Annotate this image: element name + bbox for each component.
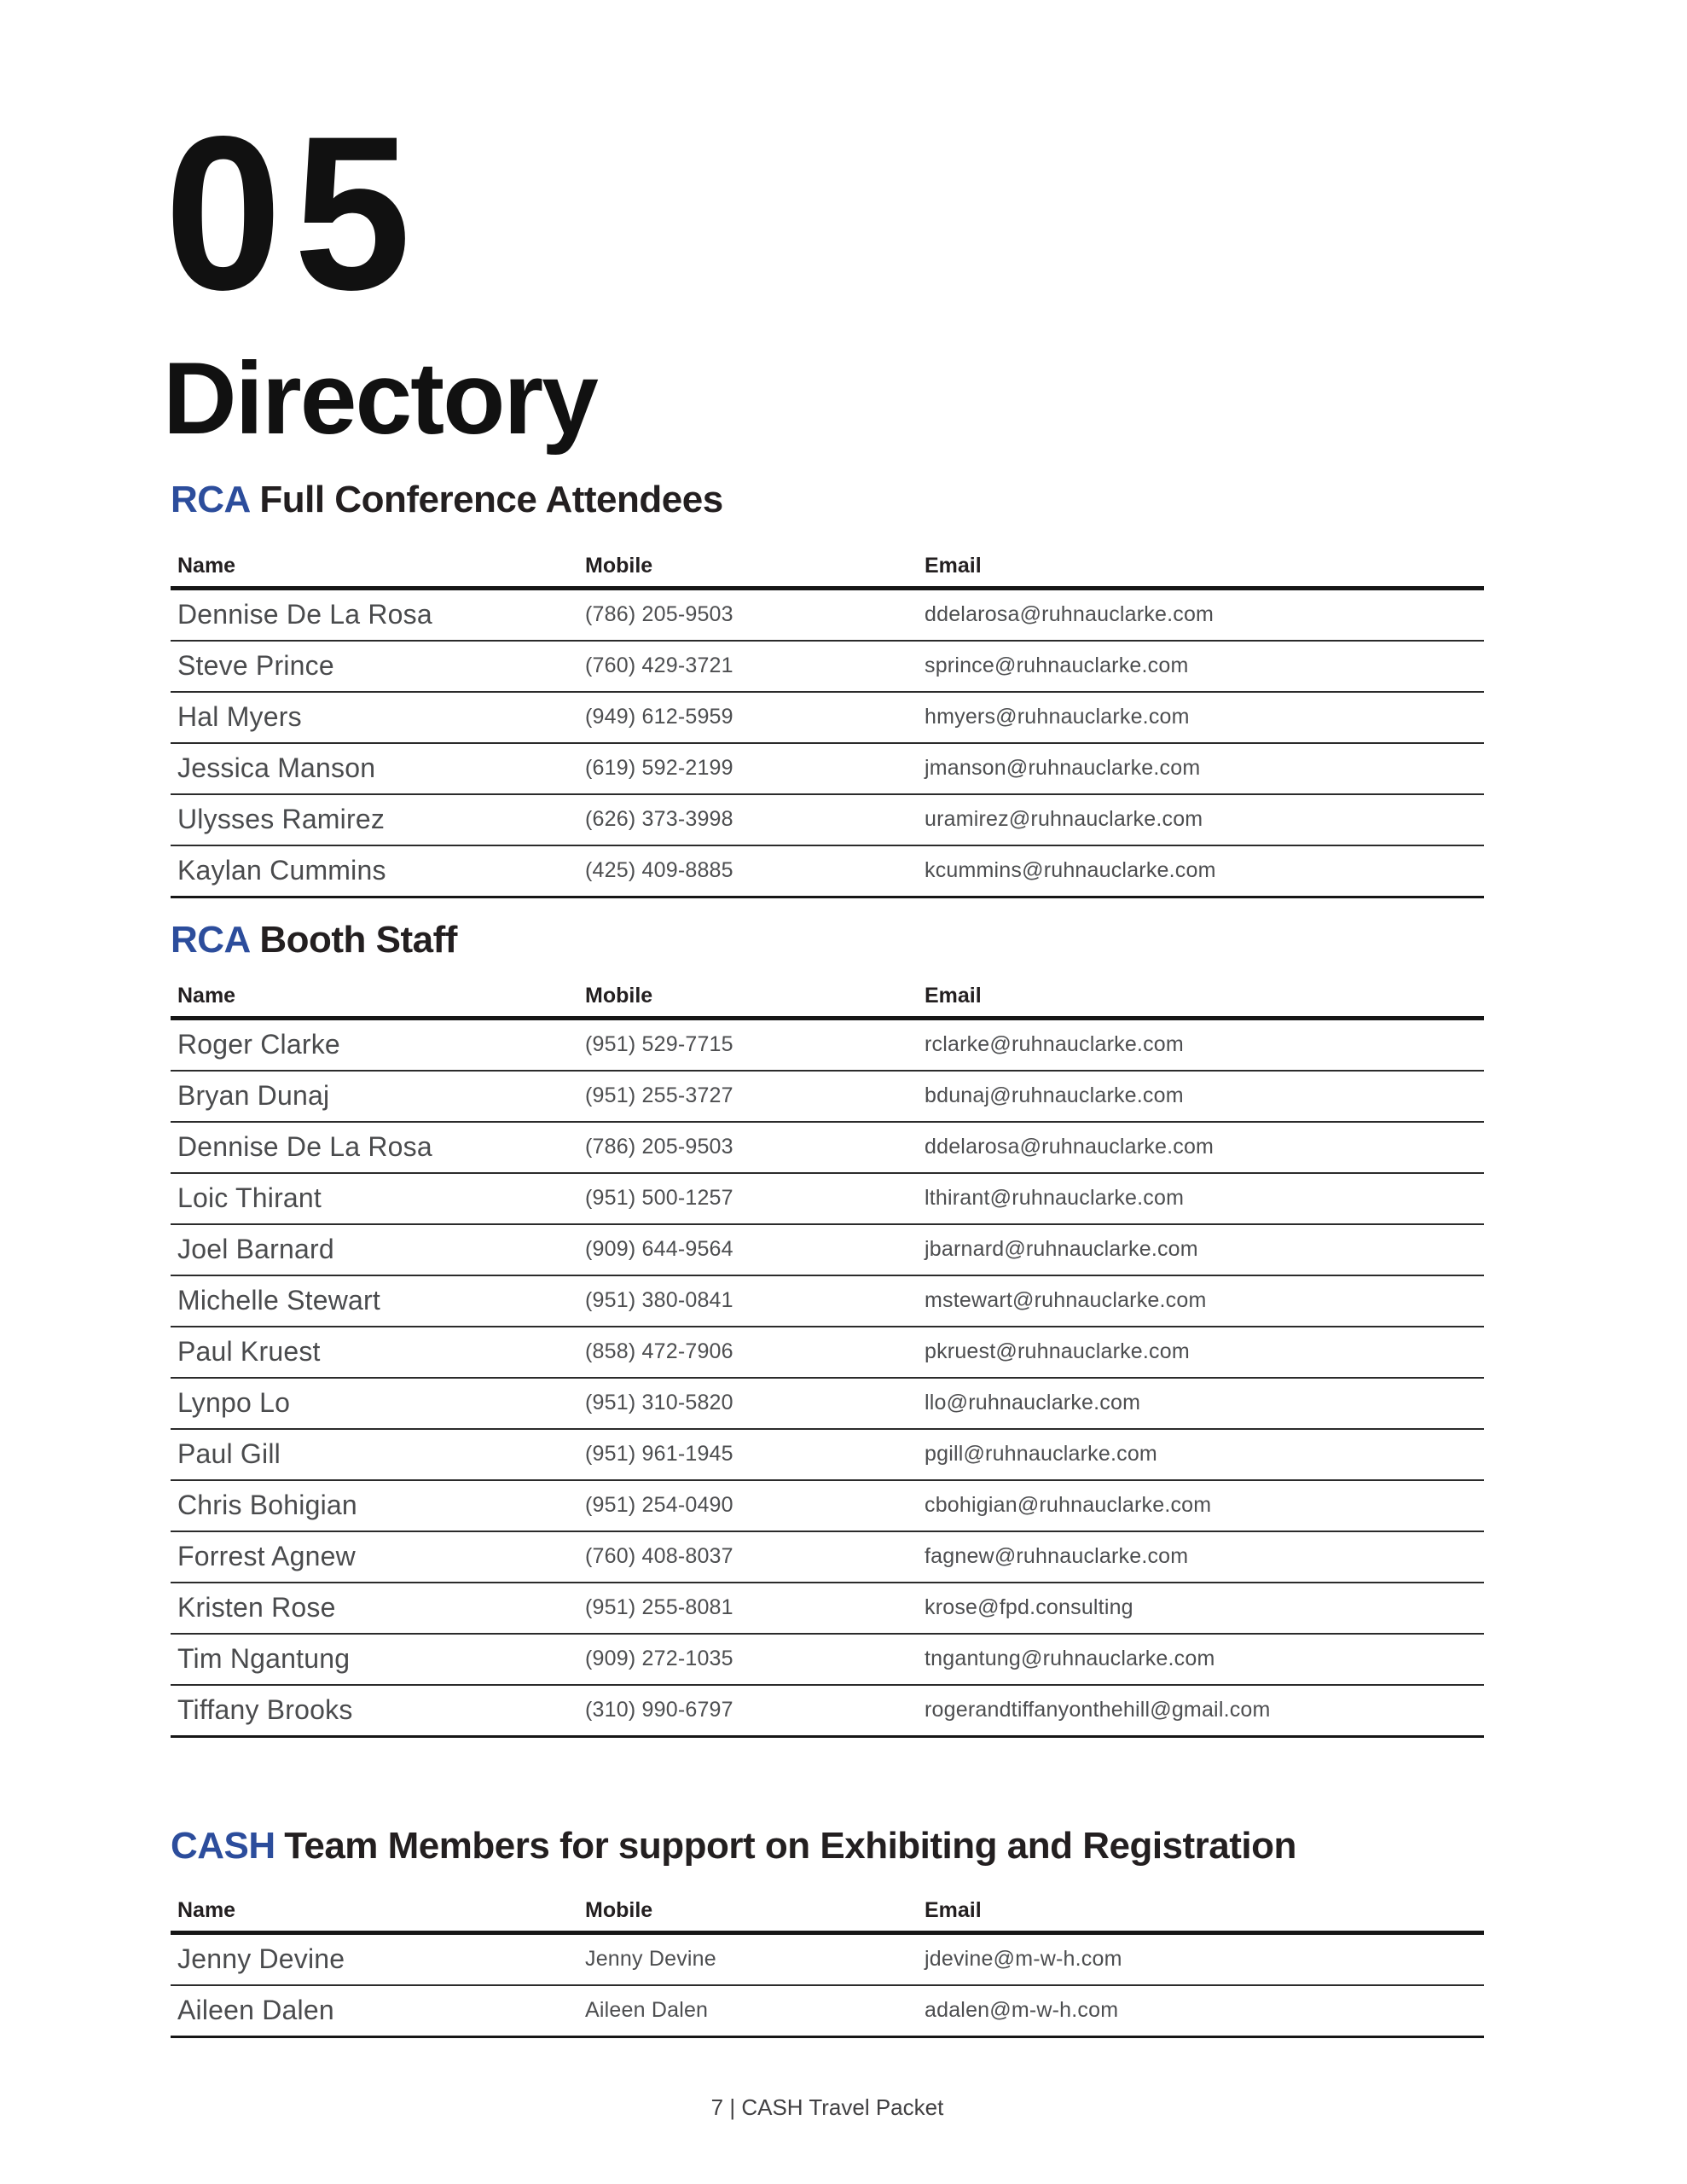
- section-title-text: Booth Staff: [259, 919, 457, 961]
- table-row: [171, 1532, 1484, 1583]
- section-title-text: Team Members for support on Exhibiting and Registration: [284, 1825, 1296, 1867]
- cell-email: jbarnard@ruhnauclarke.com: [925, 1237, 1198, 1262]
- column-header-email: Email: [925, 553, 982, 578]
- cell-mobile: (760) 408-8037: [585, 1544, 733, 1569]
- section-title-org: RCA: [171, 479, 251, 520]
- cell-email: krose@fpd.consulting: [925, 1595, 1133, 1620]
- table-row: [171, 1686, 1484, 1738]
- column-header-mobile: Mobile: [585, 553, 653, 578]
- cell-name: Steve Prince: [177, 650, 334, 682]
- column-header-email: Email: [925, 983, 982, 1008]
- table-row: [171, 693, 1484, 744]
- cell-name: Dennise De La Rosa: [177, 1131, 432, 1163]
- column-header-name: Name: [177, 1897, 236, 1922]
- table-body: [171, 1935, 1484, 2038]
- cell-mobile: (951) 255-3727: [585, 1083, 733, 1108]
- table-row: [171, 1935, 1484, 1986]
- cell-email: ddelarosa@ruhnauclarke.com: [925, 1135, 1215, 1159]
- cell-name: Dennise De La Rosa: [177, 599, 432, 630]
- table-row: [171, 1327, 1484, 1379]
- cell-name: Kristen Rose: [177, 1592, 336, 1623]
- section-full-conference-attendees: [171, 478, 1484, 898]
- cell-email: hmyers@ruhnauclarke.com: [925, 705, 1190, 729]
- cell-mobile: (951) 961-1945: [585, 1442, 733, 1467]
- cell-name: Paul Gill: [177, 1438, 281, 1470]
- table-row: [171, 1583, 1484, 1635]
- cash-team-table: [171, 1898, 1484, 2038]
- cell-email: rclarke@ruhnauclarke.com: [925, 1032, 1184, 1057]
- cell-mobile: (626) 373-3998: [585, 807, 733, 832]
- cell-mobile: (786) 205-9503: [585, 602, 733, 627]
- cell-email: cbohigian@ruhnauclarke.com: [925, 1493, 1212, 1518]
- cell-name: Tiffany Brooks: [177, 1694, 353, 1726]
- cell-email: jdevine@m-w-h.com: [925, 1947, 1122, 1972]
- cell-email: mstewart@ruhnauclarke.com: [925, 1288, 1207, 1313]
- cell-email: ddelarosa@ruhnauclarke.com: [925, 602, 1215, 627]
- section-title-org: RCA: [171, 919, 251, 961]
- page-footer: 7 | CASH Travel Packet: [710, 2094, 944, 2120]
- cell-mobile: (425) 409-8885: [585, 858, 733, 883]
- table-row: [171, 1174, 1484, 1225]
- column-header-mobile: Mobile: [585, 1897, 653, 1922]
- cell-email: llo@ruhnauclarke.com: [925, 1391, 1141, 1415]
- table-row: [171, 1481, 1484, 1532]
- table-row: [171, 744, 1484, 795]
- table-row: [171, 1635, 1484, 1686]
- cell-email: pkruest@ruhnauclarke.com: [925, 1339, 1190, 1364]
- table-row: [171, 1020, 1484, 1072]
- cell-mobile: (909) 644-9564: [585, 1237, 733, 1262]
- cell-name: Jenny Devine: [177, 1943, 345, 1975]
- table-row: [171, 795, 1484, 846]
- cell-name: Ulysses Ramirez: [177, 804, 386, 835]
- cell-name: Michelle Stewart: [177, 1285, 380, 1316]
- cell-mobile: (858) 472-7906: [585, 1339, 733, 1364]
- cell-mobile: (909) 272-1035: [585, 1647, 733, 1671]
- cell-email: adalen@m-w-h.com: [925, 1998, 1119, 2023]
- cell-mobile: (760) 429-3721: [585, 653, 733, 678]
- page-title: Directory: [163, 341, 597, 456]
- cell-email: tngantung@ruhnauclarke.com: [925, 1647, 1215, 1671]
- cell-name: Joel Barnard: [177, 1234, 334, 1265]
- cell-name: Lynpo Lo: [177, 1387, 291, 1419]
- cell-mobile: (949) 612-5959: [585, 705, 733, 729]
- cell-name: Paul Kruest: [177, 1336, 321, 1368]
- cell-email: lthirant@ruhnauclarke.com: [925, 1186, 1185, 1211]
- section-title: [171, 1824, 1484, 1869]
- section-title-text: Full Conference Attendees: [259, 479, 723, 520]
- table-row: [171, 1986, 1484, 2038]
- cell-mobile: (951) 500-1257: [585, 1186, 733, 1211]
- cell-name: Tim Ngantung: [177, 1643, 351, 1675]
- table-row: [171, 1379, 1484, 1430]
- cell-name: Roger Clarke: [177, 1029, 340, 1060]
- table-row: [171, 846, 1484, 898]
- column-header-name: Name: [177, 983, 236, 1008]
- cell-name: Loic Thirant: [177, 1182, 322, 1214]
- cell-email: bdunaj@ruhnauclarke.com: [925, 1083, 1184, 1108]
- cell-email: uramirez@ruhnauclarke.com: [925, 807, 1203, 832]
- column-header-email: Email: [925, 1897, 982, 1922]
- column-header-mobile: Mobile: [585, 983, 653, 1008]
- section-booth-staff: [171, 918, 1484, 1738]
- cell-email: kcummins@ruhnauclarke.com: [925, 858, 1216, 883]
- cell-name: Jessica Manson: [177, 752, 376, 784]
- table-row: [171, 1225, 1484, 1276]
- cell-name: Forrest Agnew: [177, 1541, 356, 1572]
- cell-email: jmanson@ruhnauclarke.com: [925, 756, 1201, 781]
- cell-name: Chris Bohigian: [177, 1490, 357, 1521]
- cell-mobile: Jenny Devine: [585, 1947, 716, 1972]
- cell-mobile: (310) 990-6797: [585, 1698, 733, 1722]
- cell-email: rogerandtiffanyonthehill@gmail.com: [925, 1698, 1271, 1722]
- section-title: [171, 478, 1484, 523]
- section-title-org: CASH: [171, 1825, 275, 1867]
- section-cash-team-members: [171, 1824, 1484, 2038]
- cell-name: Aileen Dalen: [177, 1995, 334, 2026]
- cell-mobile: (951) 380-0841: [585, 1288, 733, 1313]
- table-header-row: [171, 554, 1484, 590]
- page-section-number: 05: [165, 90, 423, 336]
- cell-mobile: (951) 255-8081: [585, 1595, 733, 1620]
- table-row: [171, 642, 1484, 693]
- cell-mobile: (619) 592-2199: [585, 756, 733, 781]
- table-header-row: [171, 1898, 1484, 1935]
- cell-name: Bryan Dunaj: [177, 1080, 330, 1112]
- table-row: [171, 590, 1484, 642]
- table-body: [171, 1020, 1484, 1738]
- cell-mobile: (951) 310-5820: [585, 1391, 733, 1415]
- cell-mobile: (786) 205-9503: [585, 1135, 733, 1159]
- cell-name: Kaylan Cummins: [177, 855, 386, 886]
- table-row: [171, 1276, 1484, 1327]
- cell-mobile: (951) 254-0490: [585, 1493, 733, 1518]
- table-header-row: [171, 984, 1484, 1020]
- table-row: [171, 1072, 1484, 1123]
- table-body: [171, 590, 1484, 898]
- cell-email: pgill@ruhnauclarke.com: [925, 1442, 1157, 1467]
- section-title: [171, 918, 1484, 963]
- cell-email: fagnew@ruhnauclarke.com: [925, 1544, 1189, 1569]
- cell-name: Hal Myers: [177, 701, 302, 733]
- booth-staff-table: [171, 984, 1484, 1738]
- table-row: [171, 1123, 1484, 1174]
- attendees-table: [171, 554, 1484, 898]
- cell-mobile: (951) 529-7715: [585, 1032, 733, 1057]
- cell-mobile: Aileen Dalen: [585, 1998, 709, 2023]
- cell-email: sprince@ruhnauclarke.com: [925, 653, 1189, 678]
- column-header-name: Name: [177, 553, 236, 578]
- table-row: [171, 1430, 1484, 1481]
